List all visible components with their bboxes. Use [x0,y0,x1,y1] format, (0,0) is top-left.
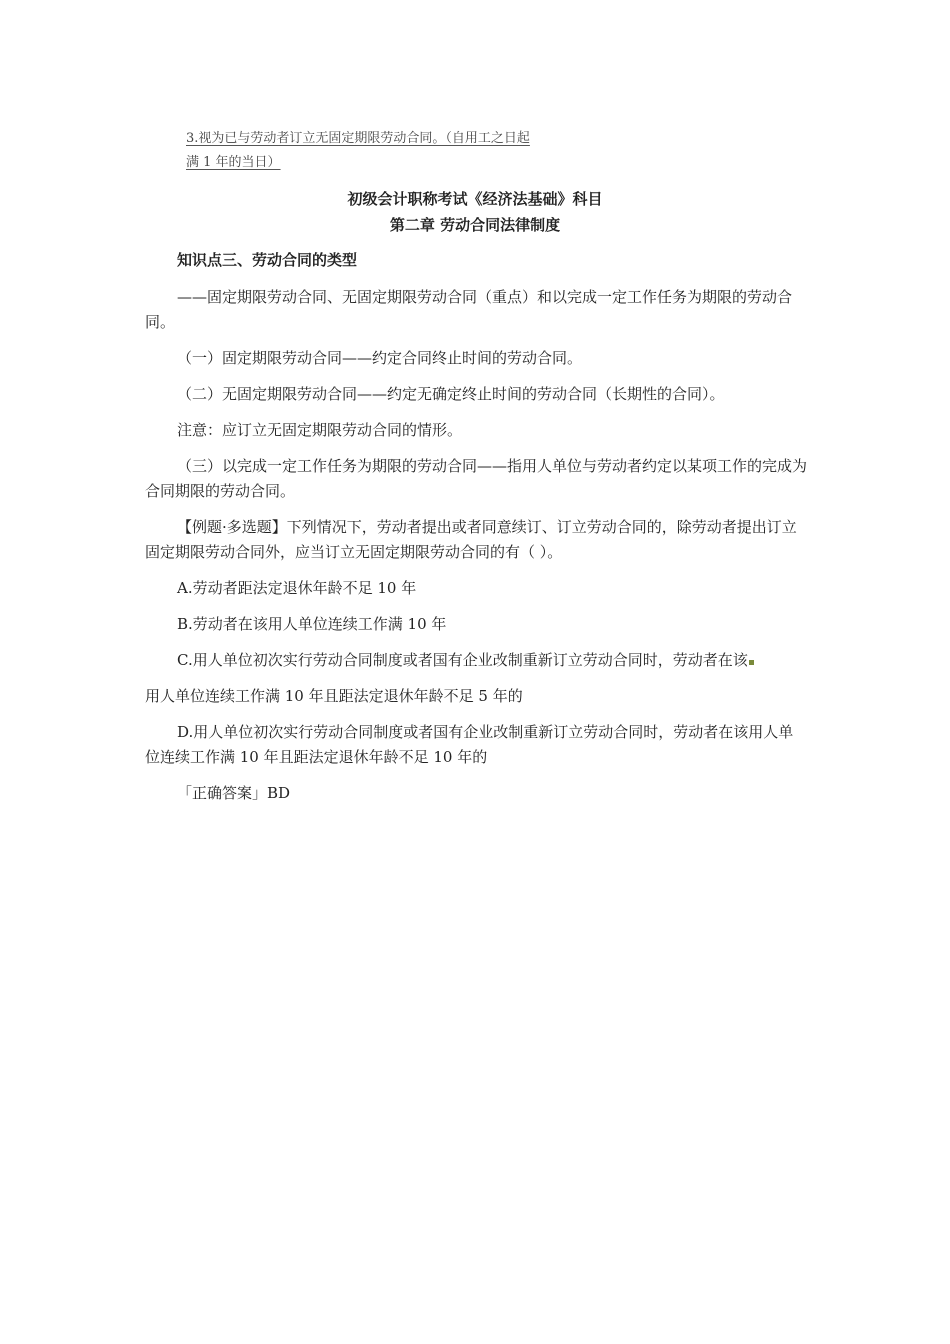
chapter-title: 第二章 劳动合同法律制度 [389,216,561,234]
note-line-2: 满 1 年的当日） [186,155,281,170]
example-question: 【例题·多选题】下列情况下，劳动者提出或者同意续订、订立劳动合同的，除劳动者提出订立固定期限劳动合同外，应当订立无固定期限劳动合同的有（ ）。 [145,518,797,561]
document-titles [145,186,805,238]
intro-paragraph: ——固定期限劳动合同、无固定期限劳动合同（重点）和以完成一定工作任务为期限的劳动合同。 [145,288,793,331]
section-heading: 知识点三、劳动合同的类型 [177,251,358,269]
option-c [145,648,807,673]
option-a: A.劳动者距法定退休年龄不足 10 年 [177,579,417,597]
option-c-continued: 用人单位连续工作满 10 年且距法定退休年龄不足 5 年的 [145,687,523,705]
previous-page-note [186,127,606,175]
option-b: B.劳动者在该用人单位连续工作满 10 年 [177,615,447,633]
option-d: D.用人单位初次实行劳动合同制度或者国有企业改制重新订立劳动合同时，劳动者在该用人单位连续工作满 10 年且距法定退休年龄不足 10 年的 [145,723,794,766]
note-line-1: 3.视为已与劳动者订立无固定期限劳动合同。（自用工之日起 [186,131,530,146]
exam-title: 初级会计职称考试《经济法基础》科目 [347,190,603,208]
document-body [145,248,807,817]
contract-type-1: （一）固定期限劳动合同——约定合同终止时间的劳动合同。 [177,349,583,367]
anchor-marker-icon [749,660,754,665]
correct-answer: 「正确答案」BD [177,784,291,802]
notice-paragraph: 注意：应订立无固定期限劳动合同的情形。 [177,421,463,439]
contract-type-2: （二）无固定期限劳动合同——约定无确定终止时间的劳动合同（长期性的合同）。 [177,385,725,403]
contract-type-3: （三）以完成一定工作任务为期限的劳动合同——指用人单位与劳动者约定以某项工作的完成为合同期限的劳动合同。 [145,457,808,500]
option-c-text: C.用人单位初次实行劳动合同制度或者国有企业改制重新订立劳动合同时，劳动者在该 [177,651,748,669]
